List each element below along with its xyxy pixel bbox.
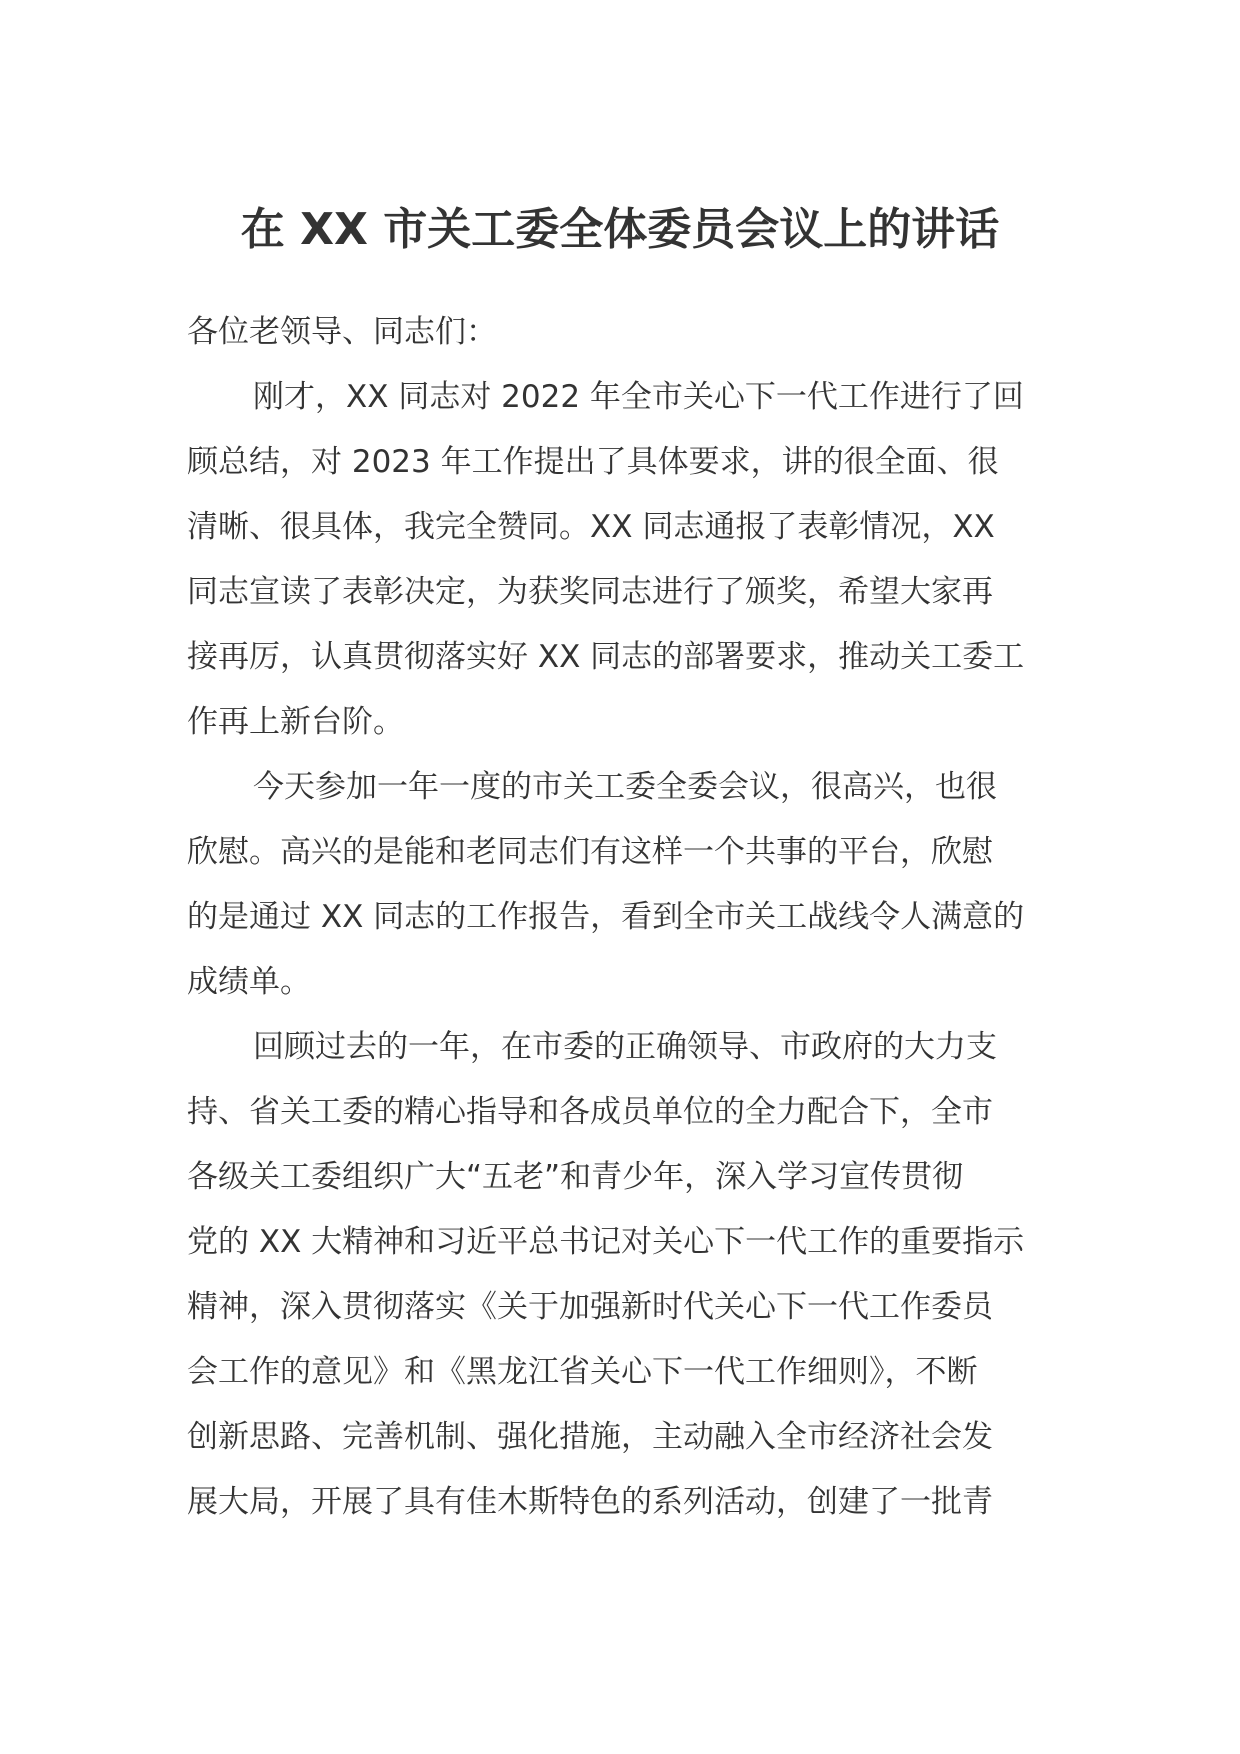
paragraph-line: 顾总结，对 2023 年工作提出了具体要求，讲的很全面、很 [187, 444, 999, 480]
paragraph-line: 党的 XX 大精神和习近平总书记对关心下一代工作的重要指示 [187, 1224, 1025, 1260]
paragraph-line: 接再厉，认真贯彻落实好 XX 同志的部署要求，推动关工委工 [187, 639, 1025, 675]
paragraph-line: 精神，深入贯彻落实《关于加强新时代关心下一代工作委员 [187, 1289, 993, 1325]
paragraph-2 [187, 755, 1057, 1015]
paragraph-line: 作再上新台阶。 [187, 704, 404, 740]
paragraph-line: 清晰、很具体，我完全赞同。XX 同志通报了表彰情况，XX [187, 509, 995, 545]
paragraph-line: 刚才，XX 同志对 2022 年全市关心下一代工作进行了回 [253, 379, 1024, 415]
paragraph-line: 各级关工委组织广大“五老”和青少年，深入学习宣传贯彻 [187, 1159, 964, 1195]
paragraph-line: 今天参加一年一度的市关工委全委会议，很高兴，也很 [253, 769, 997, 805]
paragraph-line: 欣慰。高兴的是能和老同志们有这样一个共事的平台，欣慰 [187, 834, 993, 870]
salutation: 各位老领导、同志们： [187, 314, 497, 350]
paragraph-line: 会工作的意见》和《黑龙江省关心下一代工作细则》，不断 [187, 1354, 978, 1390]
paragraph-line: 展大局，开展了具有佳木斯特色的系列活动，创建了一批青 [187, 1484, 993, 1520]
paragraph-1 [187, 365, 1057, 755]
document-title: 在 XX 市关工委全体委员会议上的讲话 [240, 204, 1000, 255]
paragraph-line: 创新思路、完善机制、强化措施，主动融入全市经济社会发 [187, 1419, 993, 1455]
paragraph-line: 的是通过 XX 同志的工作报告，看到全市关工战线令人满意的 [187, 899, 1025, 935]
paragraph-3 [187, 1015, 1057, 1535]
paragraph-line: 持、省关工委的精心指导和各成员单位的全力配合下，全市 [187, 1094, 993, 1130]
document-body [187, 300, 1057, 1535]
paragraph-line: 同志宣读了表彰决定，为获奖同志进行了颁奖，希望大家再 [187, 574, 993, 610]
paragraph-line: 成绩单。 [187, 964, 311, 1000]
paragraph-line: 回顾过去的一年，在市委的正确领导、市政府的大力支 [253, 1029, 997, 1065]
